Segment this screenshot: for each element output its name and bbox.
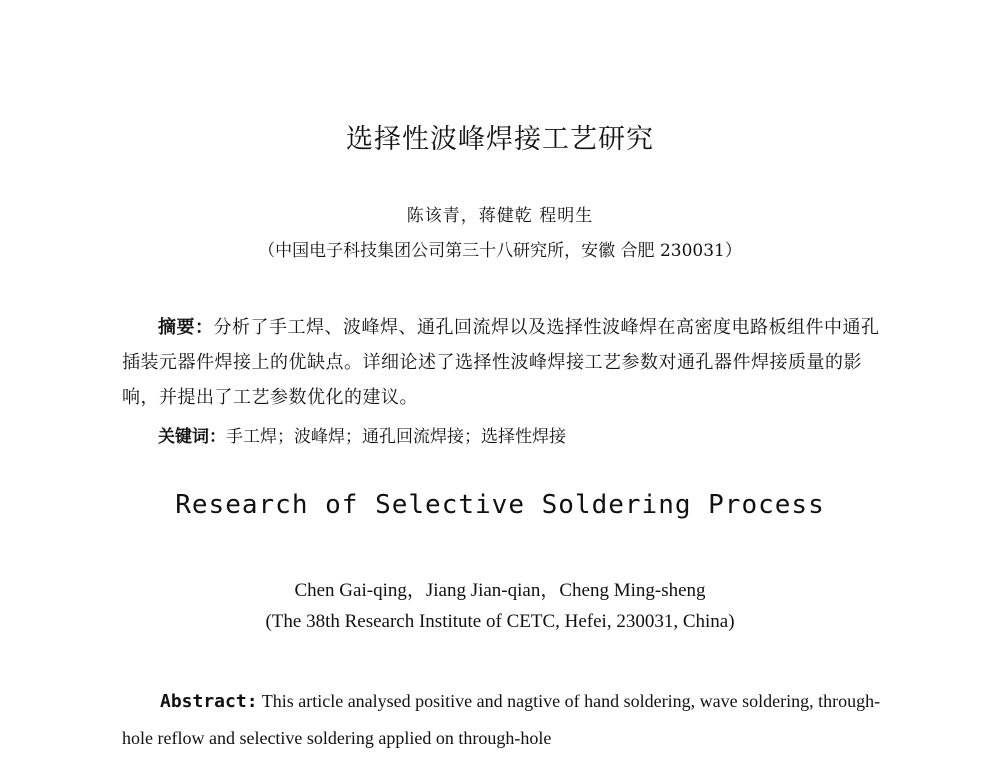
abstract-english <box>122 683 882 756</box>
abstract-chinese <box>122 310 882 415</box>
abstract-chinese-label: 摘要： <box>158 317 214 338</box>
authors-chinese: 陈该青，蒋健乾 程明生 <box>406 206 594 226</box>
authors-english: Chen Gai-qing，Jiang Jian-qian，Cheng Ming-sheng <box>294 580 706 601</box>
abstract-chinese-text: 分析了手工焊、波峰焊、通孔回流焊以及选择性波峰焊在高密度电路板组件中通孔插装元器件焊接上的优缺点。详细论述了选择性波峰焊接工艺参数对通孔器件焊接质量的影响，并提出了工艺参数优化的建议。 <box>122 317 880 408</box>
abstract-english-label: Abstract: <box>160 691 258 712</box>
keywords-chinese <box>158 422 878 447</box>
affiliation-english: (The 38th Research Institute of CETC, Hefei, 230031, China) <box>265 611 735 632</box>
abstract-english-text: This article analysed positive and nagtive of hand soldering, wave soldering, through-hole reflow and selective soldering applied on through-hole <box>122 691 881 748</box>
paper-title-chinese: 选择性波峰焊接工艺研究 <box>346 124 654 155</box>
keywords-chinese-label: 关键词： <box>158 427 226 447</box>
paper-title-english: Research of Selective Soldering Process <box>175 490 825 520</box>
affiliation-chinese: （中国电子科技集团公司第三十八研究所，安徽 合肥 230031） <box>258 241 742 261</box>
keywords-chinese-text: 手工焊；波峰焊；通孔回流焊接；选择性焊接 <box>226 427 566 447</box>
